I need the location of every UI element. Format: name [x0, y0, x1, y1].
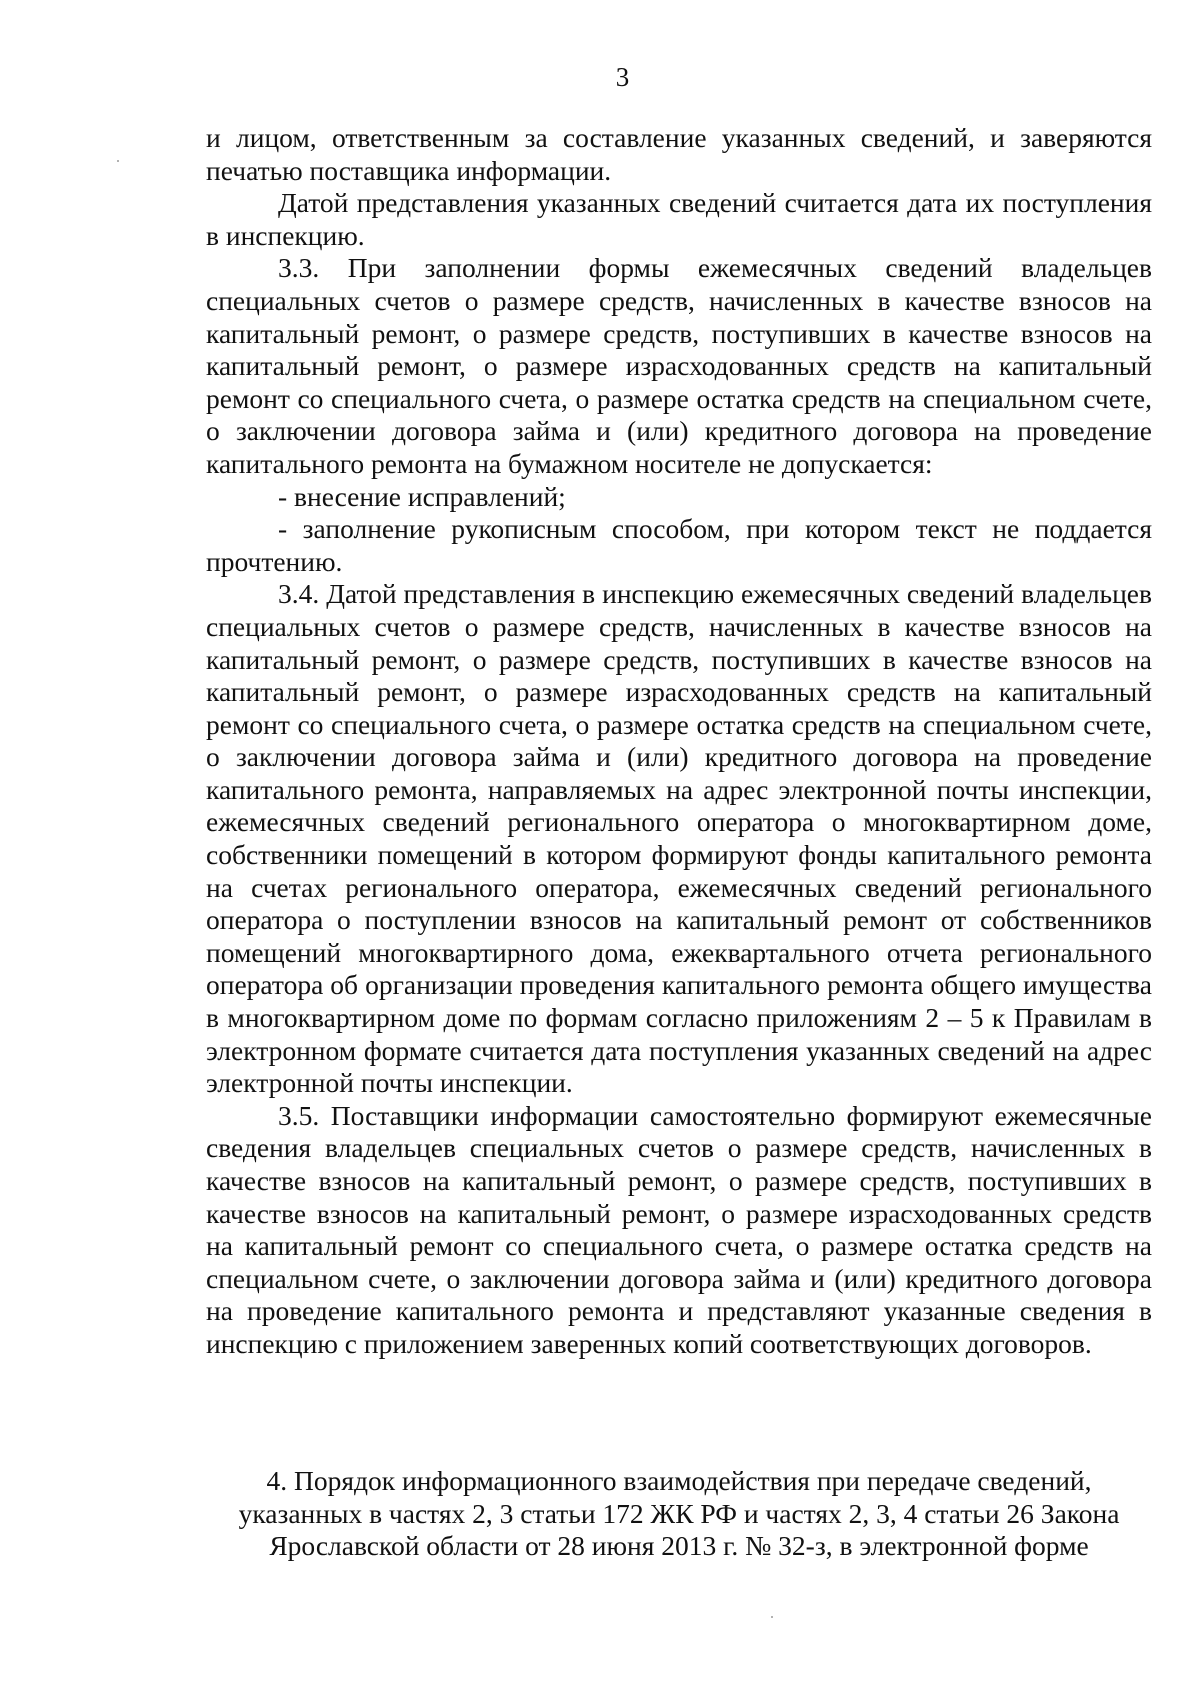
- section-heading-line-3: Ярославской области от 28 июня 2013 г. № 32-з, в электронной форме: [269, 1530, 1089, 1562]
- body-text: [206, 122, 1152, 1361]
- list-item-corrections: - внесение исправлений;: [278, 480, 566, 512]
- paragraph-submission-date: Датой представления указанных сведений считается дата их поступления в инспекцию.: [206, 187, 1152, 251]
- paragraph-3-4: 3.4. Датой представления в инспекцию ежемесячных сведений владельцев специальных счетов о размере средств, начисленных в качестве взносов на капитальный ремонт, о размере средств, поступивших в качестве взносов на капитальный ремонт, о размере израсходованных средств на капитальный ремонт со специального счета, о размере остатка средств на специальном счете, о заключении договора займа и (или) кредитного договора на проведение капитального ремонта, направляемых на адрес электронной почты инспекции, ежемесячных сведений регионального оператора о многоквартирном доме, собственники помещений в котором формируют фонды капитального ремонта на счетах регионального оператора, ежемесячных сведений регионального оператора о поступлении взносов на капитальный ремонт от собственников помещений многоквартирного дома, ежеквартального отчета регионального оператора об организации проведения капитального ремонта общего имущества в многоквартирном доме по формам согласно приложениям 2 – 5 к Правилам в электронном формате считается дата поступления указанных сведений на адрес электронной почты инспекции.: [206, 578, 1152, 1099]
- list-item-handwritten: - заполнение рукописным способом, при котором текст не поддается прочтению.: [206, 513, 1152, 577]
- scan-speck: [771, 1616, 773, 1618]
- section-heading-line-2: указанных в частях 2, 3 статьи 172 ЖК РФ и частях 2, 3, 4 статьи 26 Закона: [238, 1497, 1120, 1529]
- page-number: 3: [615, 62, 630, 92]
- section-heading-line-1: 4. Порядок информационного взаимодействия при передаче сведений,: [266, 1465, 1092, 1496]
- paragraph-3-5: 3.5. Поставщики информации самостоятельно формируют ежемесячные сведения владельцев специальных счетов о размере средств, начисленных в качестве взносов на капитальный ремонт, о размере средств, поступивших в качестве взносов на капитальный ремонт, о размере израсходованных средств на капитальный ремонт со специального счета, о размере остатка средств на специальном счете, о заключении договора займа и (или) кредитного договора на проведение капитального ремонта и представляют указанные сведения в инспекцию с приложением заверенных копий соответствующих договоров.: [206, 1099, 1152, 1359]
- scan-speck: [117, 160, 119, 162]
- paragraph-continuation: и лицом, ответственным за составление указанных сведений, и заверяются печатью поставщика информации.: [206, 122, 1152, 186]
- paragraph-3-3: 3.3. При заполнении формы ежемесячных сведений владельцев специальных счетов о размере средств, начисленных в качестве взносов на капитальный ремонт, о размере средств, поступивших в качестве взносов на капитальный ремонт, о размере израсходованных средств на капитальный ремонт со специального счета, о размере остатка средств на специальном счете, о заключении договора займа и (или) кредитного договора на проведение капитального ремонта на бумажном носителе не допускается:: [206, 252, 1152, 479]
- section-4-heading: [206, 1465, 1152, 1563]
